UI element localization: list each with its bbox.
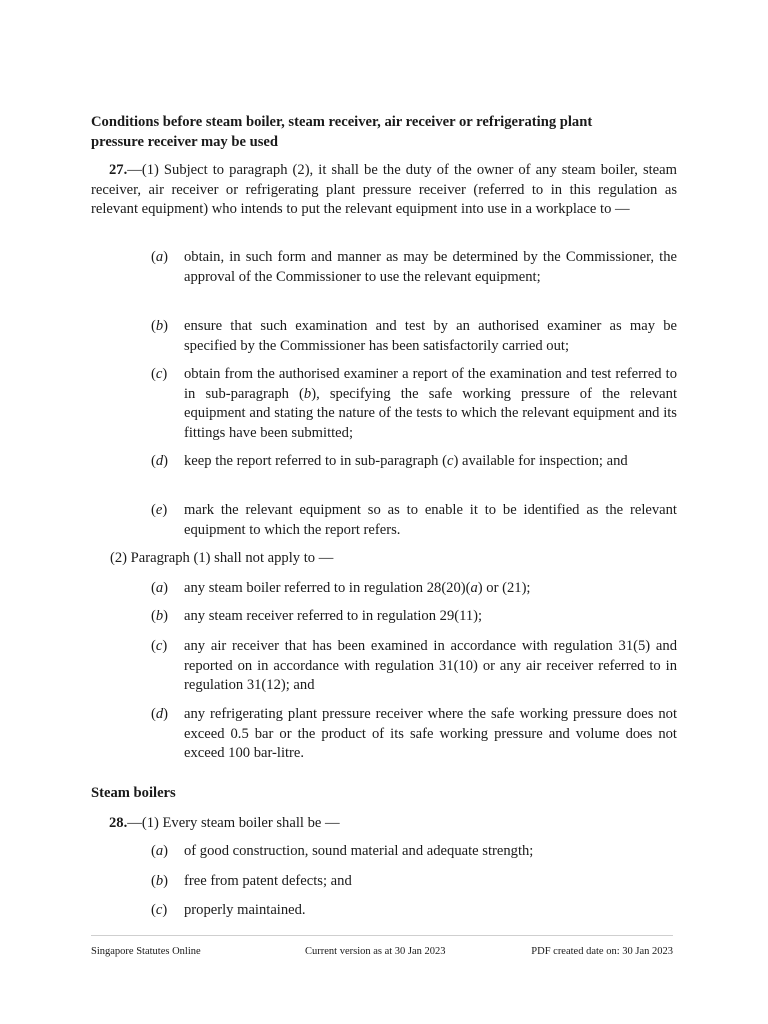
item-label: (b) [151, 318, 169, 334]
section-28-heading: Steam boilers [91, 785, 176, 801]
item-label: (d) [151, 706, 169, 722]
item-text: obtain, in such form and manner as may be determined by the Commissioner, the approval of the Commissioner to use the relevant equipment; [184, 249, 677, 285]
footer-version: Current version as at 30 Jan 2023 [305, 946, 446, 957]
item-text: any air receiver that has been examined in accordance with regulation 31(5) and reported on in accordance with regulation 31(10) or any air receiver referred to in regulation 31(12); and [184, 638, 677, 694]
item-text: properly maintained. [184, 902, 306, 918]
section-28-intro [109, 814, 677, 834]
section-27-2-item-a [91, 579, 677, 599]
item-text: any steam receiver referred to in regulation 29(11); [184, 608, 483, 624]
item-label: (b) [151, 873, 169, 889]
footer-created-date: PDF created date on: 30 Jan 2023 [531, 946, 673, 957]
section-27-item-d [91, 452, 677, 472]
item-text: of good construction, sound material and adequate strength; [184, 843, 534, 859]
item-label: (b) [151, 608, 169, 624]
item-text: any refrigerating plant pressure receiver where the safe working pressure does not exceed 0.5 bar or the product of its safe working pressure and volume does not exceed 100 bar-litre. [184, 706, 677, 762]
section-28-number: 28. [109, 815, 128, 831]
section-27-heading-line1: Conditions before steam boiler, steam receiver, air receiver or refrigerating plant [91, 114, 593, 130]
section-28-item-a [91, 842, 677, 862]
item-label: (c) [151, 638, 168, 654]
section-28-item-b [91, 872, 677, 892]
section-27-2-item-b [91, 607, 677, 627]
item-text: mark the relevant equipment so as to enable it to be identified as the relevant equipment to which the report refers. [184, 502, 677, 538]
section-27-heading-line2: pressure receiver may be used [91, 133, 278, 150]
section-27-number: 27. [109, 162, 128, 178]
item-text: ensure that such examination and test by an authorised examiner as may be specified by the Commissioner has been satisfactorily carried out; [184, 318, 677, 354]
section-27-intro-text: —(1) Subject to paragraph (2), it shall be the duty of the owner of any steam boiler, steam receiver, air receiver or refrigerating plant pressure receiver (referred to in this regulation as relevant equipment) who intends to put the relevant equipment into use in a workplace to — [91, 162, 677, 218]
item-label: (a) [151, 843, 169, 859]
section-27-heading [91, 113, 691, 152]
item-label: (c) [151, 366, 168, 382]
item-text: keep the report referred to in sub-paragraph (c) available for inspection; and [184, 453, 628, 469]
page-footer [91, 935, 673, 957]
item-label: (a) [151, 249, 169, 265]
section-27-2-item-c [91, 637, 677, 696]
section-27-item-a [91, 248, 677, 287]
section-27-item-e [91, 501, 677, 540]
item-label: (a) [151, 580, 169, 596]
item-text: obtain from the authorised examiner a report of the examination and test referred to in sub-paragraph (b), specifying the safe working pressure of the relevant equipment and stating the nature of the tests to which the relevant equipment and its fittings have been submitted; [184, 366, 678, 441]
item-label: (e) [151, 502, 168, 518]
section-28-intro-text: —(1) Every steam boiler shall be — [127, 815, 340, 831]
section-27-2-item-d [91, 705, 677, 764]
section-27-para-2: (2) Paragraph (1) shall not apply to — [110, 550, 334, 566]
item-label: (d) [151, 453, 169, 469]
section-27-item-b [91, 317, 677, 356]
section-27-item-c [91, 365, 677, 443]
item-label: (c) [151, 902, 168, 918]
item-text: any steam boiler referred to in regulation 28(20)(a) or (21); [184, 580, 531, 596]
item-text: free from patent defects; and [184, 873, 352, 889]
section-28-item-c [91, 901, 677, 921]
section-27-intro [91, 161, 677, 220]
footer-source: Singapore Statutes Online [91, 946, 201, 957]
